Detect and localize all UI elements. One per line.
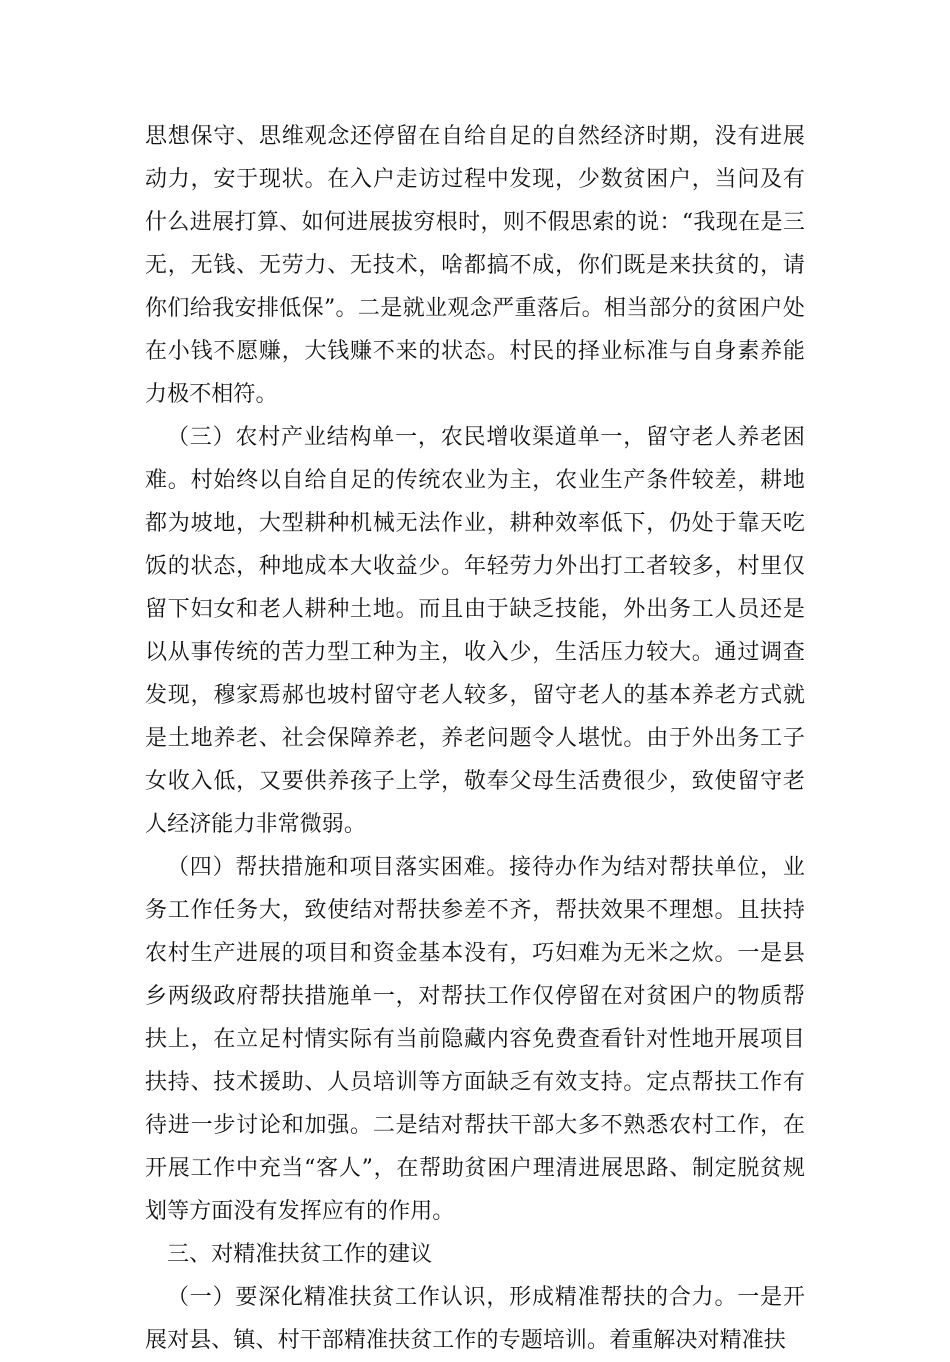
heading-suggestions: 三、对精准扶贫工作的建议 — [167, 1242, 433, 1267]
paragraph-section-3: （三）农村产业结构单一，农民增收渠道单一，留守老人养老困难。村始终以自给自足的传统农业为主，农业生产条件较差，耕地都为坡地，大型耕种机械无法作业，耕种效率低下，仍处于靠天吃饭的状态，种地成本大收益少。年轻劳力外出打工者较多，村里仅留下妇女和老人耕种土地。而且由于缺乏技能，外出务工人员还是以从事传统的苦力型工种为主，收入少，生活压力较大。通过调查发现，穆家焉郝也坡村留守老人较多，留守老人的基本养老方式就是土地养老、社会保障养老，养老问题令人堪忧。由于外出务工子女收入低，又要供养孩子上学，敬奉父母生活费很少，致使留守老人经济能力非常微弱。 — [145, 425, 805, 837]
paragraph-continuation: 思想保守、思维观念还停留在自给自足的自然经济时期，没有进展动力，安于现状。在入户走访过程中发现，少数贫困户，当问及有什么进展打算、如何进展拔穷根时，则不假思索的说：“我现在是三无，无钱、无劳力、无技术，啥都搞不成，你们既是来扶贫的，请你们给我安排低保”。二是就业观念严重落后。相当部分的贫困户处在小钱不愿赚，大钱赚不来的状态。村民的择业标准与自身素养能力极不相符。 — [145, 124, 805, 407]
paragraph-suggestion-1: （一）要深化精准扶贫工作认识，形成精准帮扶的合力。一是开展对县、镇、村干部精准扶贫工作的专题培训。着重解决对精准扶 — [145, 1285, 805, 1353]
document-body — [145, 115, 805, 1362]
paragraph-section-4: （四）帮扶措施和项目落实困难。接待办作为结对帮扶单位，业务工作任务大，致使结对帮扶参差不齐，帮扶效果不理想。且扶持农村生产进展的项目和资金基本没有，巧妇难为无米之炊。一是县乡两级政府帮扶措施单一，对帮扶工作仅停留在对贫困户的物质帮扶上，在立足村情实际有当前隐藏内容免费查看针对性地开展项目扶持、技术援助、人员培训等方面缺乏有效支持。定点帮扶工作有待进一步讨论和加强。二是结对帮扶干部大多不熟悉农村工作，在开展工作中充当“客人”，在帮助贫困户理清进展思路、制定脱贫规划等方面没有发挥应有的作用。 — [145, 855, 805, 1224]
